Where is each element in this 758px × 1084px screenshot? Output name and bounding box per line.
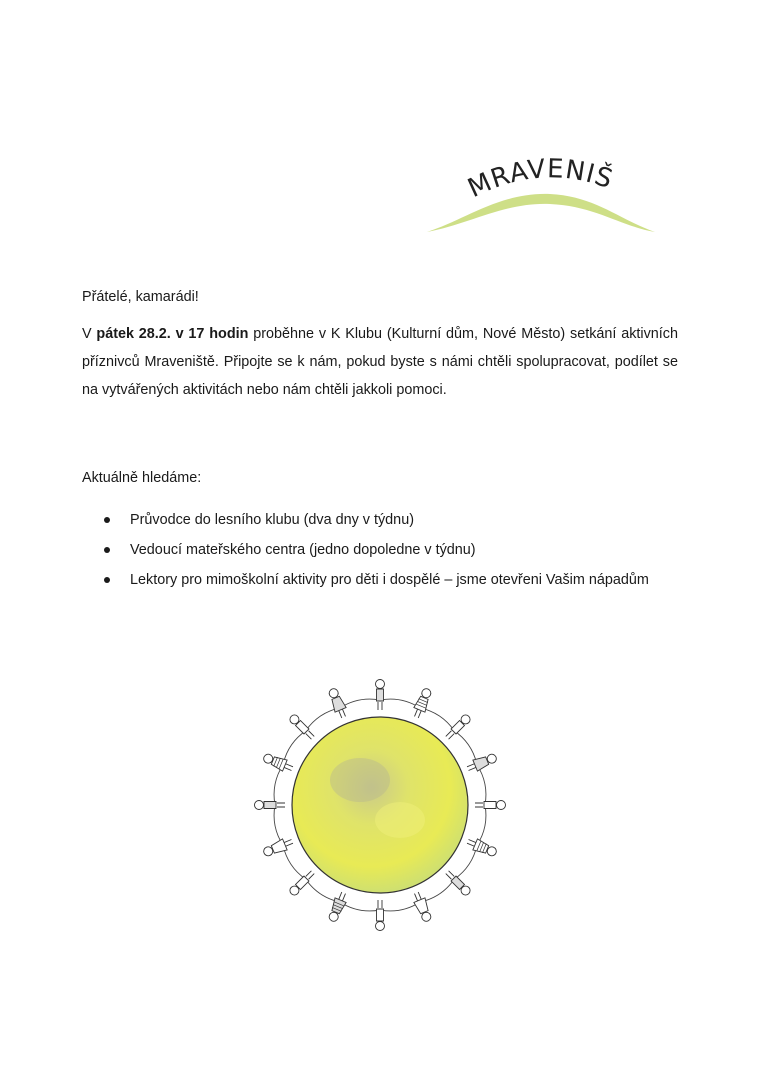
bullet-icon: [104, 577, 110, 583]
person-figure: [262, 836, 295, 859]
person-figure: [465, 836, 498, 859]
bullet-icon: [104, 547, 110, 553]
mraveniste-logo: [425, 140, 665, 240]
person-figure: [326, 687, 349, 720]
invitation-paragraph: [82, 320, 678, 404]
list-item-text: Vedoucí mateřského centra (jedno dopoledne v týdnu): [130, 542, 476, 558]
globe-texture: [375, 802, 425, 838]
list-item: [82, 566, 702, 596]
list-item-text: Lektory pro mimoškolní aktivity pro děti i dospělé – jsme otevřeni Vašim nápadům: [130, 572, 649, 588]
person-figure: [475, 801, 506, 810]
logo-graphic: [425, 140, 665, 240]
seeking-heading: Aktuálně hledáme:: [82, 470, 202, 486]
list-item-text: Průvodce do lesního klubu (dva dny v týdnu): [130, 512, 414, 528]
seeking-list: [82, 506, 702, 596]
person-figure: [376, 680, 385, 711]
meeting-time: v 17 hodin: [175, 326, 249, 342]
logo-hill: [427, 194, 655, 232]
meeting-date: pátek 28.2.: [96, 326, 171, 342]
person-figure: [444, 869, 472, 897]
list-item: [82, 536, 702, 566]
person-figure: [255, 801, 286, 810]
person-figure: [465, 751, 498, 774]
globe-circle: [292, 717, 468, 893]
invitation-prefix: V: [82, 326, 97, 342]
person-figure: [288, 713, 316, 741]
list-item: [82, 506, 702, 536]
person-figure: [411, 687, 434, 720]
person-figure: [326, 890, 349, 923]
person-figure: [411, 890, 434, 923]
bullet-icon: [104, 517, 110, 523]
globe-texture: [330, 758, 390, 802]
logo-text: MRAVENIŠ: [463, 154, 617, 205]
person-figure: [288, 869, 316, 897]
person-figure: [262, 751, 295, 774]
globe-graphic: [240, 670, 520, 940]
person-figure: [376, 900, 385, 931]
invitation-rest: proběhne v K Klubu (Kulturní dům, Nové Město) setkání aktivních příznivců Mraveniště. Připojte se k nám, pokud byste s námi chtěli spolupracovat, podílet se na vytvářených aktivitách nebo nám chtěli jakkoli pomoci.: [82, 326, 678, 398]
greeting: Přátelé, kamarádi!: [82, 289, 199, 305]
globe-illustration: [240, 670, 520, 940]
person-figure: [444, 713, 472, 741]
